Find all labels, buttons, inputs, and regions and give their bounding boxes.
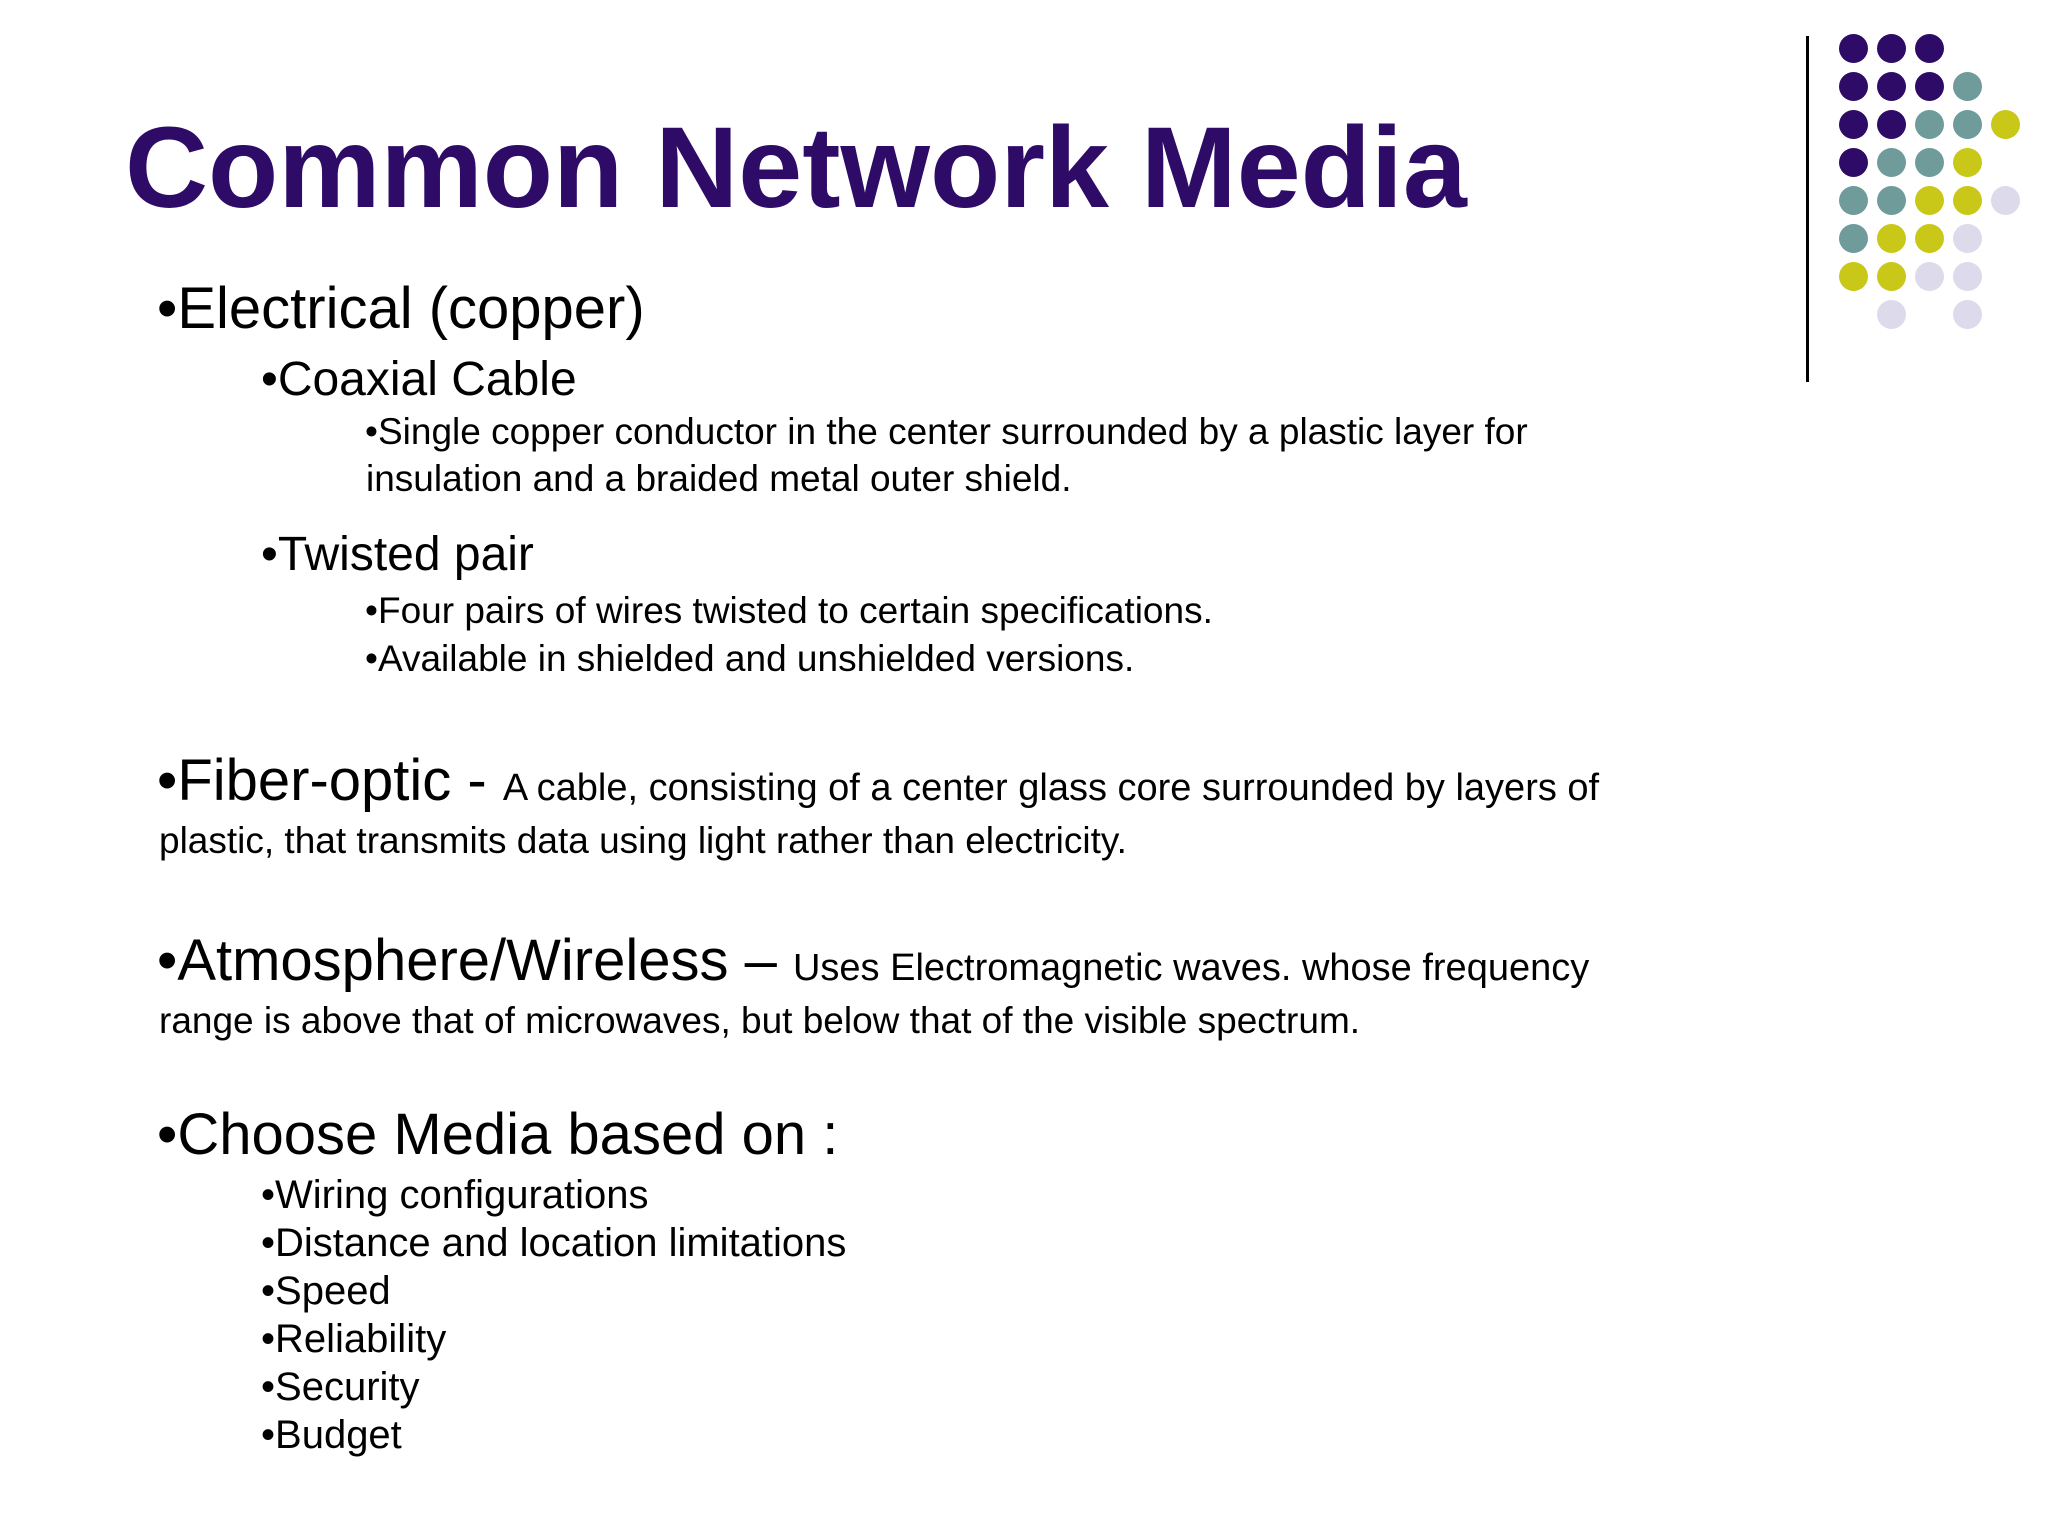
bullet-coaxial-desc (365, 411, 1528, 454)
coaxial-label: Coaxial Cable (277, 353, 577, 406)
decor-dot (1915, 186, 1944, 215)
decor-dot (1877, 110, 1906, 139)
decor-dot (1991, 186, 2020, 215)
decor-dot (1915, 72, 1944, 101)
coaxial-desc-line2: insulation and a braided metal outer shield. (366, 458, 1072, 499)
decor-dot (1953, 186, 1982, 215)
list-item-criteria (261, 1172, 649, 1218)
twisted-pair-label: Twisted pair (277, 528, 534, 581)
decor-dot (1915, 262, 1944, 291)
decor-dot (1877, 224, 1906, 253)
decor-dot (1915, 110, 1944, 139)
list-item-criteria (261, 1364, 420, 1410)
decor-dot (1839, 72, 1868, 101)
fiber-label: Fiber-optic - (177, 748, 503, 813)
list-item-criteria (261, 1220, 846, 1266)
decor-dot (1953, 72, 1982, 101)
coaxial-desc-line1: Single copper conductor in the center surrounded by a plastic layer for (377, 411, 1528, 452)
decor-dot (1915, 34, 1944, 63)
decor-dot (1953, 148, 1982, 177)
bullet-twisted-pair (261, 527, 534, 582)
decor-dot (1991, 110, 2020, 139)
criteria-label: Speed (275, 1269, 391, 1313)
bullet-fiber-optic (157, 748, 1599, 815)
bullet-twisted-desc-2 (365, 638, 1134, 681)
decor-dot (1877, 262, 1906, 291)
criteria-label: Security (275, 1365, 420, 1409)
decor-dot (1839, 34, 1868, 63)
decor-dot (1839, 110, 1868, 139)
decor-dot (1915, 224, 1944, 253)
twisted-desc-1: Four pairs of wires twisted to certain specifications. (377, 590, 1213, 631)
criteria-label: Budget (275, 1413, 402, 1457)
electrical-heading: Electrical (copper) (177, 276, 645, 341)
decor-dot (1839, 224, 1868, 253)
decor-dot (1877, 34, 1906, 63)
twisted-desc-2: Available in shielded and unshielded versions. (377, 638, 1135, 679)
decor-dot (1953, 300, 1982, 329)
list-item-criteria (261, 1268, 391, 1314)
bullet-twisted-desc-1 (365, 590, 1213, 633)
bullet-wireless (157, 928, 1589, 995)
slide-title: Common Network Media (125, 104, 1467, 232)
bullet-choose-media (157, 1102, 838, 1169)
decor-dot (1839, 262, 1868, 291)
decor-dot (1839, 148, 1868, 177)
fiber-desc-line2: plastic, that transmits data using light rather than electricity. (159, 820, 1127, 861)
decor-dot (1953, 224, 1982, 253)
fiber-desc-line1: A cable, consisting of a center glass core surrounded by layers of (502, 767, 1600, 809)
wireless-desc-line2: range is above that of microwaves, but below that of the visible spectrum. (159, 1000, 1361, 1041)
decor-dot (1877, 148, 1906, 177)
decor-dot (1877, 186, 1906, 215)
decor-dot (1915, 148, 1944, 177)
criteria-label: Distance and location limitations (275, 1221, 847, 1265)
criteria-label: Wiring configurations (275, 1173, 649, 1217)
decor-dot (1839, 186, 1868, 215)
bullet-electrical (157, 276, 645, 343)
list-item-criteria (261, 1412, 402, 1458)
decor-dot (1953, 262, 1982, 291)
choose-heading: Choose Media based on : (177, 1102, 839, 1167)
bullet-coaxial-cable (261, 352, 577, 407)
decor-dot (1877, 72, 1906, 101)
wireless-label: Atmosphere/Wireless – (177, 928, 793, 993)
criteria-label: Reliability (275, 1317, 447, 1361)
decor-dot (1953, 110, 1982, 139)
wireless-desc-line1: Uses Electromagnetic waves. whose frequency (792, 947, 1590, 989)
list-item-criteria (261, 1316, 446, 1362)
decor-dot (1877, 300, 1906, 329)
